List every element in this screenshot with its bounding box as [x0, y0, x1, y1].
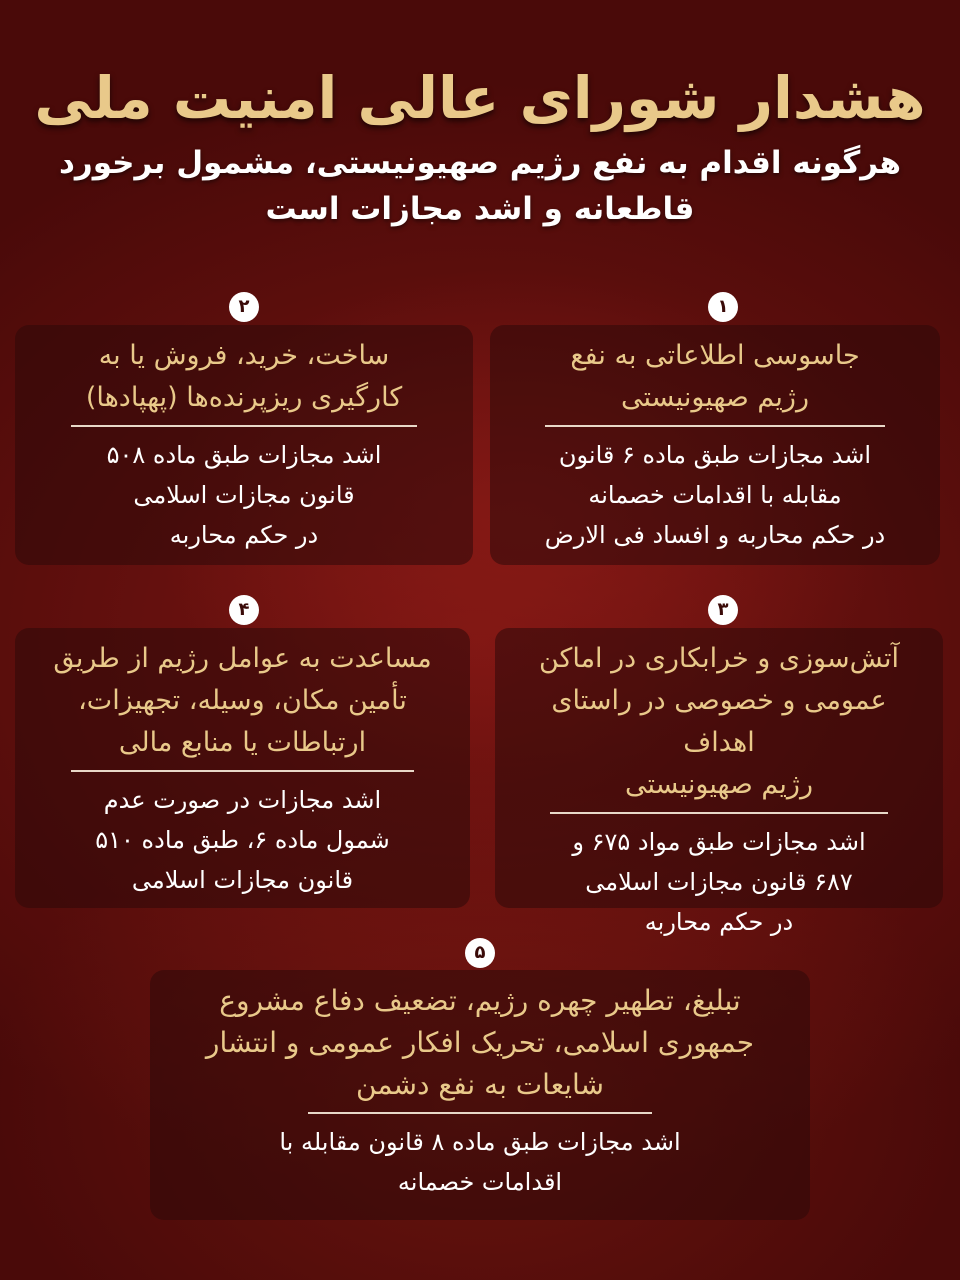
number-badge-2: ۲ [229, 292, 259, 322]
divider [308, 1112, 651, 1114]
card-title-line: جاسوسی اطلاعاتی به نفع [570, 340, 860, 371]
card-title-line: ارتباطات یا منابع مالی [118, 727, 367, 758]
subtitle-line-2: قاطعانه و اشد مجازات است [265, 191, 695, 227]
card-body-line: اشد مجازات طبق ماده ۸ قانون مقابله با [279, 1128, 681, 1156]
card-body-line: اشد مجازات طبق ماده ۵۰۸ [106, 441, 382, 469]
divider [550, 812, 888, 814]
divider [71, 425, 417, 427]
card-body-line: قانون مجازات اسلامی [133, 481, 355, 509]
card-body-line: اشد مجازات طبق مواد ۶۷۵ و [572, 828, 866, 856]
card-title-line: عمومی و خصوصی در راستای اهداف [551, 685, 887, 758]
card-title-line: رژیم صهیونیستی [620, 382, 809, 413]
number-badge-4: ۴ [229, 595, 259, 625]
card-body-line: در حکم محاربه [169, 521, 319, 549]
card-body-line: در حکم محاربه و افساد فی الارض [544, 521, 886, 549]
card-body-line: اشد مجازات در صورت عدم [103, 786, 382, 814]
card-title-line: کارگیری ریزپرنده‌ها (پهپادها) [85, 382, 403, 413]
card-title-line: آتش‌سوزی و خرابکاری در اماکن [538, 643, 900, 674]
card-body-line: شمول ماده ۶، طبق ماده ۵۱۰ [95, 826, 390, 854]
card-title-line: جمهوری اسلامی، تحریک افکار عمومی و انتشار [205, 1026, 755, 1059]
warning-card-5 [150, 970, 810, 1220]
warning-card-2 [15, 325, 473, 565]
card-title-line: تأمین مکان، وسیله، تجهیزات، [78, 685, 407, 716]
number-badge-3: ۳ [708, 595, 738, 625]
header [0, 62, 960, 232]
card-body-line: قانون مجازات اسلامی [131, 866, 354, 894]
card-title-line: ساخت، خرید، فروش یا به [98, 340, 390, 371]
card-body-line: اقدامات خصمانه [397, 1168, 563, 1196]
card-body-line: اشد مجازات طبق ماده ۶ قانون [558, 441, 872, 469]
divider [545, 425, 884, 427]
card-title-line: شایعات به نفع دشمن [356, 1068, 604, 1101]
page-title: هشدار شورای عالی امنیت ملی [34, 64, 926, 132]
card-title-line: تبلیغ، تطهیر چهره رژیم، تضعیف دفاع مشروع [219, 984, 741, 1017]
divider [71, 770, 415, 772]
number-badge-5: ۵ [465, 938, 495, 968]
card-body-line: در حکم محاربه [644, 908, 794, 936]
card-title-line: رژیم صهیونیستی [624, 769, 813, 800]
warning-card-3 [495, 628, 943, 936]
number-badge-1: ۱ [708, 292, 738, 322]
subtitle-line-1: هرگونه اقدام به نفع رژیم صهیونیستی، مشمول برخورد [58, 145, 902, 181]
card-body-line: ۶۸۷ قانون مجازات اسلامی [585, 868, 853, 896]
warning-card-4 [15, 628, 470, 908]
card-title-line: مساعدت به عوامل رژیم از طریق [53, 643, 432, 674]
card-body-line: مقابله با اقدامات خصمانه [588, 481, 842, 509]
warning-card-1 [490, 325, 940, 565]
